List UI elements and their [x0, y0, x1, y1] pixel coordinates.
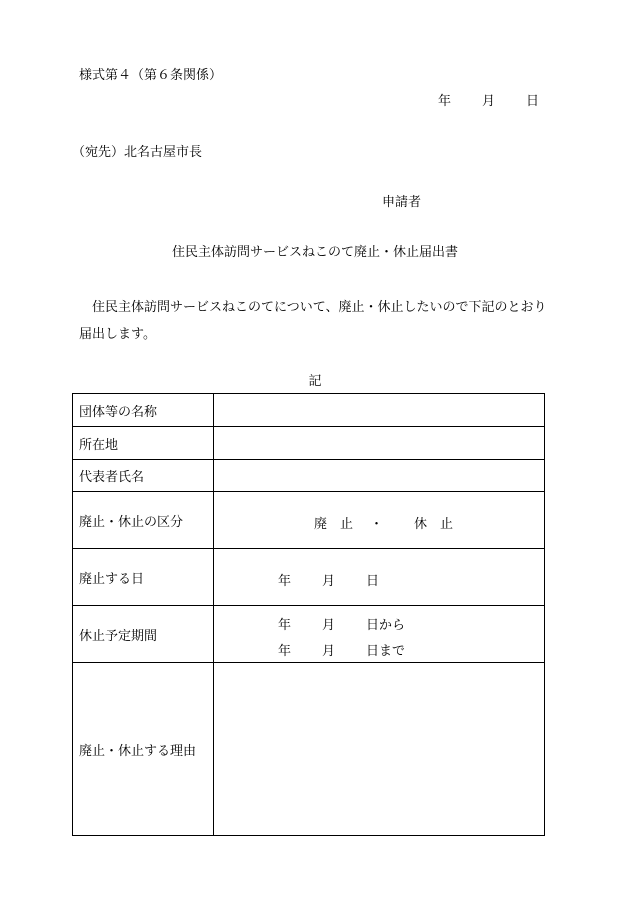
abolish-year-label: 年	[278, 574, 292, 589]
body-paragraph: 住民主体訪問サービスねこのてについて、廃止・休止したいので下記のとおり届出します。	[79, 300, 547, 342]
ki-heading: 記	[308, 374, 322, 389]
abolish-month-label: 月	[322, 574, 336, 589]
submission-date	[438, 95, 539, 108]
table-row	[73, 427, 545, 460]
reason-field[interactable]	[214, 663, 545, 836]
category-label: 廃止・休止の区分	[73, 492, 214, 549]
document-title: 住民主体訪問サービスねこのて廃止・休止届出書	[171, 245, 458, 260]
form-number: 様式第４（第６条関係）	[79, 68, 223, 83]
representative-field[interactable]	[214, 460, 545, 492]
period-from-year-label: 年	[278, 618, 292, 633]
table-row	[73, 549, 545, 606]
abolish-date-field[interactable]	[214, 549, 545, 606]
abolish-date-label: 廃止する日	[73, 549, 214, 606]
addressee: （宛先）北名古屋市長	[72, 145, 203, 160]
table-row	[73, 492, 545, 549]
category-field	[214, 492, 545, 549]
table-row	[73, 394, 545, 427]
table-row	[73, 460, 545, 492]
category-separator: ・	[370, 517, 384, 532]
period-from-day-label: 日から	[366, 618, 406, 633]
address-label: 所在地	[73, 427, 214, 460]
date-day-label: 日	[526, 94, 540, 109]
address-field[interactable]	[214, 427, 545, 460]
suspension-period-field[interactable]	[214, 606, 545, 663]
suspension-period-label: 休止予定期間	[73, 606, 214, 663]
period-from-month-label: 月	[322, 618, 336, 633]
abolish-day-label: 日	[366, 574, 380, 589]
table-row	[73, 606, 545, 663]
org-name-label: 団体等の名称	[73, 394, 214, 427]
period-to-year-label: 年	[278, 644, 292, 659]
reason-label: 廃止・休止する理由	[73, 663, 214, 836]
category-abolish-option[interactable]: 廃 止	[314, 517, 354, 532]
category-suspend-option[interactable]: 休 止	[414, 517, 454, 532]
notification-table	[72, 393, 545, 836]
date-year-label: 年	[438, 94, 452, 109]
representative-label: 代表者氏名	[73, 460, 214, 492]
date-month-label: 月	[482, 94, 496, 109]
applicant-label: 申請者	[382, 195, 422, 210]
table-row	[73, 663, 545, 836]
org-name-field[interactable]	[214, 394, 545, 427]
period-to-month-label: 月	[322, 644, 336, 659]
period-to-day-label: 日まで	[366, 644, 406, 659]
